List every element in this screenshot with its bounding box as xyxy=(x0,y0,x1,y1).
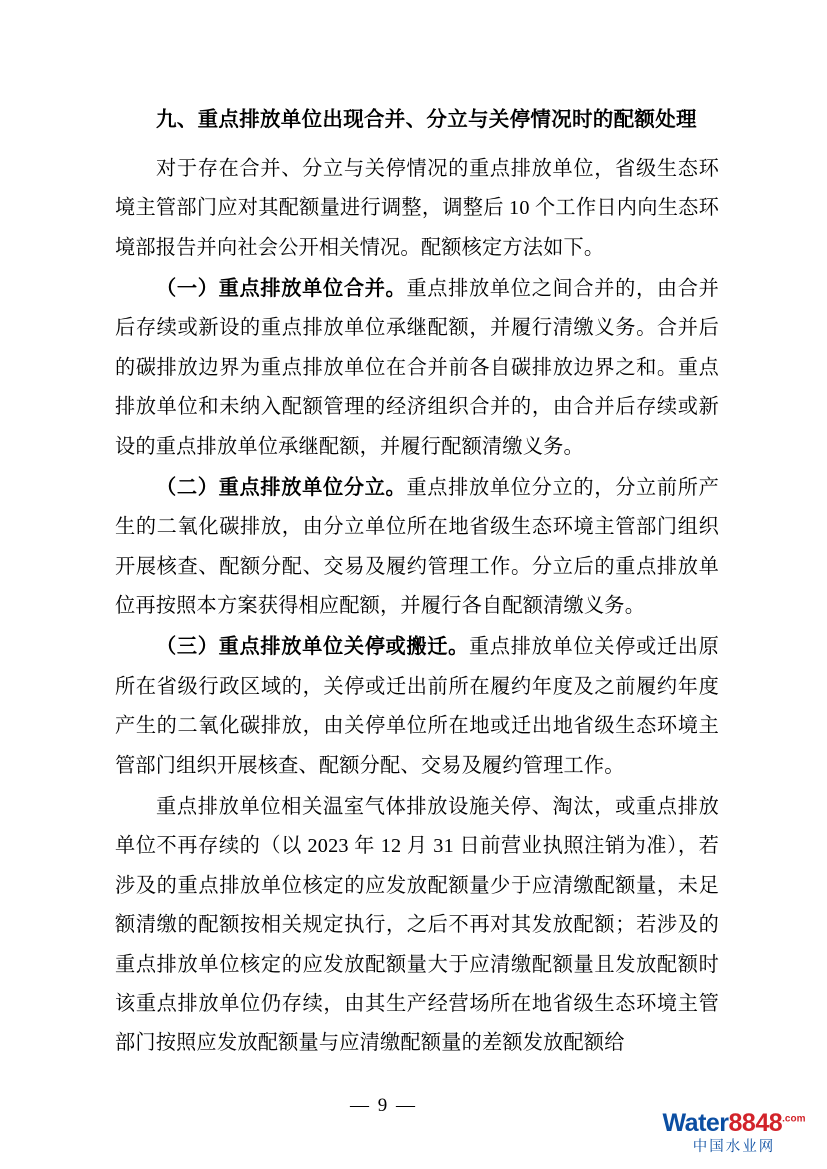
paragraph-text: 重点排放单位之间合并的，由合并后存续或新设的重点排放单位承继配额，并履行清缴义务。合并后的碳排放边界为重点排放单位在合并前各自碳排放边界之和。重点排放单位和未纳入配额管理的经济组织合并的，由合并后存续或新设的重点排放单位承继配额，并履行配额清缴义务。 xyxy=(115,277,719,458)
page-number: — 9 — xyxy=(350,1095,417,1116)
watermark-accent: 8848 xyxy=(728,1109,783,1137)
paragraph-lead: （一）重点排放单位合并。 xyxy=(156,277,407,300)
paragraph-text: 重点排放单位关停或迁出原所在省级行政区域的，关停或迁出前所在履约年度及之前履约年度产生的二氧化碳排放，由关停单位所在地或迁出地省级生态环境主管部门组织开展核查、配额分配、交易及履约管理工作。 xyxy=(115,636,719,777)
paragraph-text: 重点排放单位分立的，分立前所产生的二氧化碳排放，由分立单位所在地省级生态环境主管部门组织开展核查、配额分配、交易及履约管理工作。分立后的重点排放单位再按照本方案获得相应配额，并履行各自配额清缴义务。 xyxy=(115,476,719,618)
paragraph-shutdown xyxy=(115,628,719,786)
watermark-main: Water xyxy=(662,1109,729,1137)
paragraph-intro xyxy=(115,150,719,268)
paragraph-lead: （三）重点排放单位关停或搬迁。 xyxy=(156,636,470,659)
watermark-logo-text xyxy=(659,1111,809,1136)
watermark-subtitle: 中国水业网 xyxy=(692,1139,776,1155)
watermark xyxy=(659,1111,809,1163)
watermark-suffix: .com xyxy=(782,1113,806,1125)
paragraph-text: 重点排放单位相关温室气体排放设施关停、淘汰，或重点排放单位不再存续的（以 2023 年 12 月 31 日前营业执照注销为准），若涉及的重点排放单位核定的应发放配额量少于应清缴配额量，未足额清缴的配额按相关规定执行，之后不再对其发放配额；若涉及的重点排放单位核定的应发放配额量大于应清缴配额量且发放配额时该重点排放单位仍存续，由其生产经营场所在地省级生态环境主管部门按照应发放配额量与应清缴配额量的差额发放配额给 xyxy=(115,796,719,1055)
paragraph-division xyxy=(115,469,719,627)
paragraph-allowance-settlement xyxy=(115,788,719,1064)
paragraph-lead: （二）重点排放单位分立。 xyxy=(156,476,407,499)
paragraph-text: 对于存在合并、分立与关停情况的重点排放单位，省级生态环境主管部门应对其配额量进行调整，调整后 10 个工作日内向生态环境部报告并向社会公开相关情况。配额核定方法如下。 xyxy=(115,157,719,259)
paragraph-merger xyxy=(115,270,719,467)
page-title: 九、重点排放单位出现合并、分立与关停情况时的配额处理 xyxy=(156,109,697,131)
